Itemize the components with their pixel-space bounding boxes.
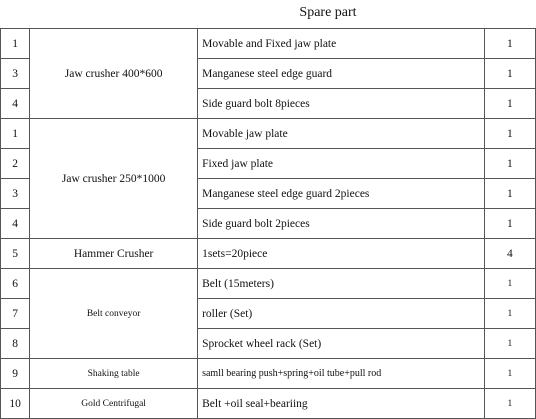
- part-quantity: 1: [484, 359, 535, 389]
- table-row: [1, 119, 536, 149]
- part-quantity: 1: [484, 179, 535, 209]
- row-number: 8: [1, 329, 30, 359]
- equipment-name: Gold Centrifugal: [30, 389, 198, 419]
- part-description: Movable jaw plate: [198, 119, 485, 149]
- part-description: roller (Set): [198, 299, 485, 329]
- part-description: samll bearing push+spring+oil tube+pull rod: [198, 359, 485, 389]
- table-title: Spare part: [299, 5, 357, 20]
- table-row: [1, 359, 536, 389]
- part-quantity: 1: [484, 389, 535, 419]
- part-description: Manganese steel edge guard 2pieces: [198, 179, 485, 209]
- part-quantity: 1: [484, 329, 535, 359]
- row-number: 7: [1, 299, 30, 329]
- row-number: 9: [1, 359, 30, 389]
- part-description: Belt +oil seal+beariing: [198, 389, 485, 419]
- equipment-name: Shaking table: [30, 359, 198, 389]
- table-row: [1, 239, 536, 269]
- table-row: [1, 269, 536, 299]
- part-quantity: 1: [484, 149, 535, 179]
- table-row: [1, 389, 536, 419]
- row-number: 1: [1, 29, 30, 59]
- part-quantity: 1: [484, 209, 535, 239]
- part-quantity: 1: [484, 89, 535, 119]
- part-quantity: 1: [484, 299, 535, 329]
- part-quantity: 1: [484, 269, 535, 299]
- part-description: 1sets=20piece: [198, 239, 485, 269]
- table-row: [1, 29, 536, 59]
- equipment-name: Jaw crusher 250*1000: [30, 119, 198, 239]
- part-description: Side guard bolt 2pieces: [198, 209, 485, 239]
- spare-parts-table: [0, 28, 536, 419]
- part-description: Belt (15meters): [198, 269, 485, 299]
- part-description: Sprocket wheel rack (Set): [198, 329, 485, 359]
- spare-parts-table-body: [1, 29, 536, 419]
- part-quantity: 1: [484, 59, 535, 89]
- row-number: 2: [1, 149, 30, 179]
- part-description: Fixed jaw plate: [198, 149, 485, 179]
- equipment-name: Jaw crusher 400*600: [30, 29, 198, 119]
- row-number: 3: [1, 59, 30, 89]
- part-quantity: 1: [484, 29, 535, 59]
- equipment-name: Hammer Crusher: [30, 239, 198, 269]
- part-description: Manganese steel edge guard: [198, 59, 485, 89]
- part-description: Side guard bolt 8pieces: [198, 89, 485, 119]
- row-number: 6: [1, 269, 30, 299]
- row-number: 1: [1, 119, 30, 149]
- row-number: 4: [1, 89, 30, 119]
- part-quantity: 4: [484, 239, 535, 269]
- row-number: 5: [1, 239, 30, 269]
- row-number: 4: [1, 209, 30, 239]
- equipment-name: Belt conveyor: [30, 269, 198, 359]
- part-quantity: 1: [484, 119, 535, 149]
- part-description: Movable and Fixed jaw plate: [198, 29, 485, 59]
- row-number: 3: [1, 179, 30, 209]
- row-number: 10: [1, 389, 30, 419]
